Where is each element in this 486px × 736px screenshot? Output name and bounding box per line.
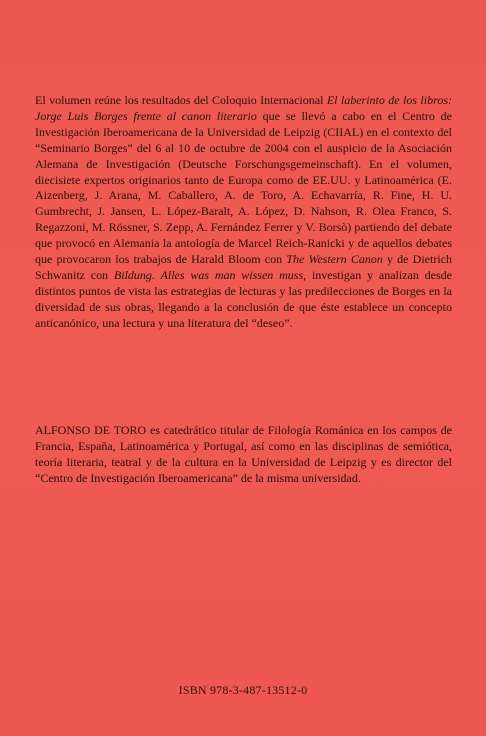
book-description bbox=[35, 93, 452, 332]
author-bio: ALFONSO DE TORO es catedrático titular de Filología Románica en los campos de Francia, España, Latinoamérica y Portugal, así como en las disciplinas de semiótica, teoría literaria, teatral y de la cultura en la Universidad de Leipzig y es director del “Centro de Investigación Iberoamericana” de la misma universidad. bbox=[35, 423, 452, 485]
colloquium-title: El laberinto de los libros: Jorge Luis Borges frente al canon literario bbox=[35, 93, 452, 123]
blurb-text-2: que se llevó a cabo en el Centro de Investigación Iberoamericana de la Universidad de Leipzig (CIIAL) en el contexto del “Seminario Borges” del 6 al 10 de octubre de 2004 con el auspicio de la Asociación Alemana de Investigación (Deutsche Forschungsgemeinschaft). En el volumen, diecisiete expertos originarios tanto de Europa como de EE.UU. y Latinoamérica (E. Aizenberg, J. Arana, M. Caballero, A. de Toro, A. Echavarría, R. Fine, H. U. Gumbrecht, J. Jansen, L. López-Baralt, A. López, D. Nahson, R. Olea Franco, S. Regazzoni, M. Rössner, S. Zepp, A. Fernández Ferrer y V. Borsò) partiendo del debate que provocó en Alemania la antología de Marcel Reich-Ranicki y de aquellos debates que provocaron los trabajos de Harald Bloom con bbox=[35, 108, 452, 267]
blurb-text-4: , investigan y analizan desde distintos puntos de vista las estrategias de lecturas y las predilecciones de Borges en la diversidad de sus obras, llegando a la conclusión de que éste establece un concepto anticanónico, una lectura y una literatura del “deseo”. bbox=[35, 267, 452, 330]
western-canon-title: The Western Canon bbox=[286, 252, 383, 267]
isbn-number: ISBN 978-3-487-13512-0 bbox=[178, 683, 308, 697]
blurb-text-1: El volumen reúne los resultados del Coloquio Internacional bbox=[35, 93, 327, 107]
blurb-text-3: y de Dietrich Schwanitz con bbox=[35, 252, 452, 282]
bildung-title: Bildung. Alles was man wissen muss bbox=[113, 267, 304, 282]
